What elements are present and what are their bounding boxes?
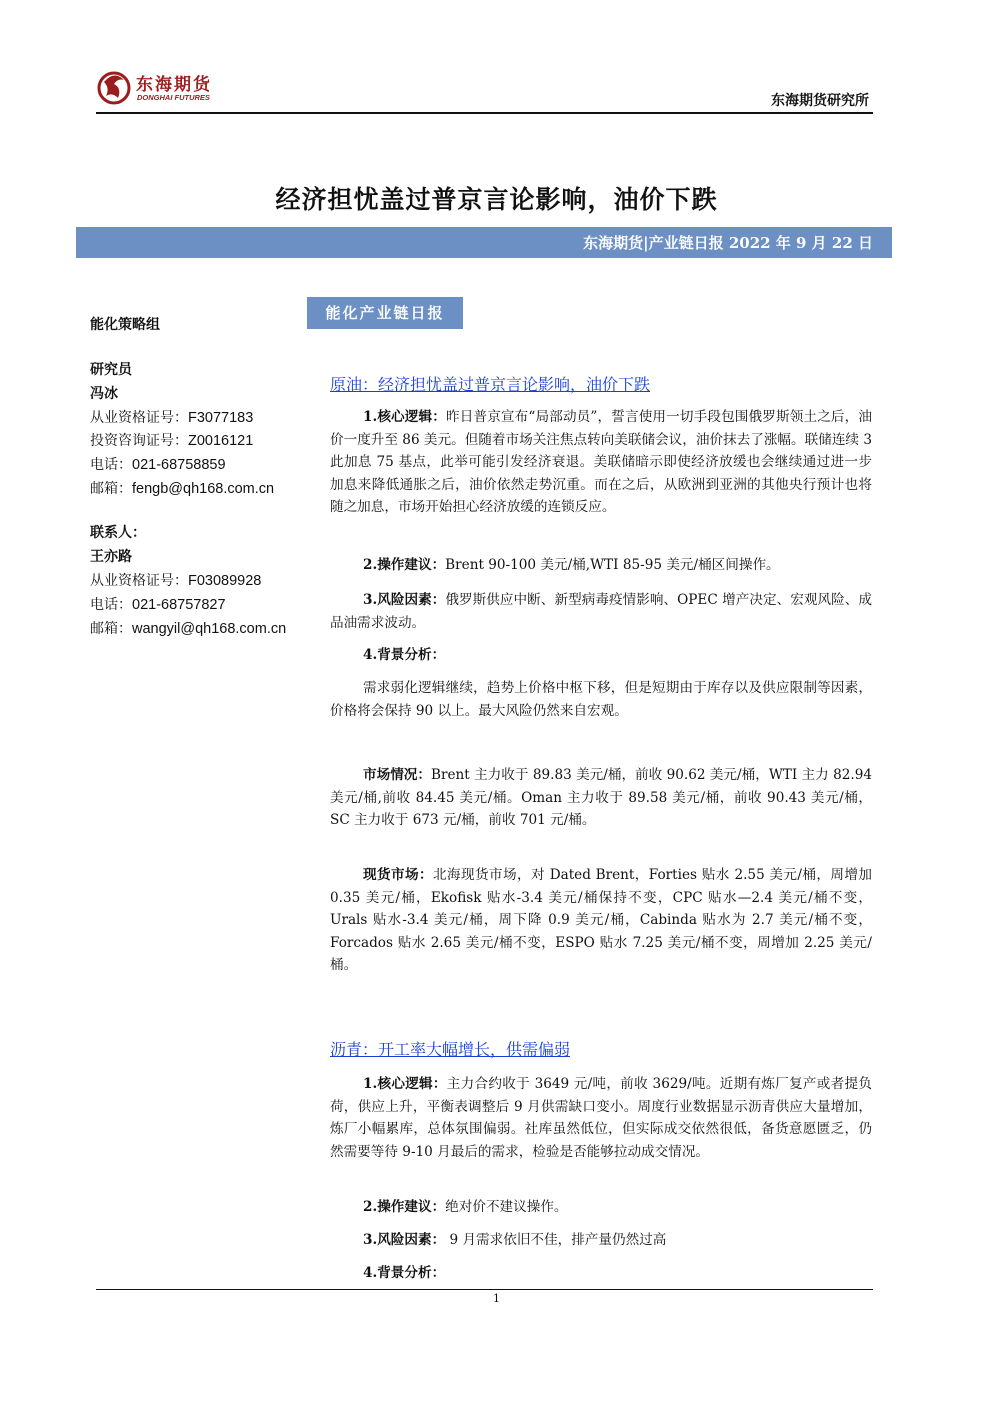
label: 现货市场： [363, 867, 433, 883]
label: 3.风险因素： [363, 592, 446, 608]
strategy-group: 能化策略组 [90, 317, 160, 333]
crude-spot-market [330, 864, 872, 977]
crude-background-text: 需求弱化逻辑继续，趋势上价格中枢下移，但是短期由于库存以及供应限制等因素，价格将会保持 90 以上。最大风险仍然来自宏观。 [330, 680, 872, 719]
label: 电话： [90, 457, 132, 473]
researcher-qualification [90, 407, 253, 427]
text: 绝对价不建议操作。 [445, 1199, 568, 1215]
crude-core-logic [330, 406, 872, 519]
contact-qualification [90, 570, 261, 590]
value[interactable]: fengb@qh168.com.cn [132, 481, 275, 497]
page-number: 1 [493, 1292, 500, 1305]
text: 北海现货市场，对 Dated Brent，Forties 贴水 2.55 美元/桶，周增加 0.35 美元/桶，Ekofisk 贴水-3.4 美元/桶保持不变，CPC 贴水—2.4 美元/桶不变，Urals 贴水-3.4 美元/桶，周下降 0.9 美元/桶，Cabinda 贴水为 2.7 美元/桶不变， Forcados 贴水 2.65 美元/桶不变，ESPO 贴水 7.25 美元/桶不变，周增加 2.25 美元/桶。 [330, 867, 873, 974]
value: 021-68758859 [132, 457, 226, 473]
crude-background-label [330, 644, 872, 667]
crude-operation-advice [330, 554, 872, 577]
researcher-name: 冯冰 [90, 386, 118, 402]
contact-phone [90, 594, 226, 614]
text: 主力合约收于 3649 元/吨，前收 3629/吨。近期有炼厂复产或者提负荷，供应上升，平衡表调整后 9 月供需缺口变小。周度行业数据显示沥青供应大量增加，炼厂小幅累库，总体氛围偏弱。社库虽然低位，但实际成交依然很低，备货意愿匮乏，仍然需要等待 9-10 月最后的需求，检验是否能够拉动成交情况。 [330, 1076, 872, 1160]
asphalt-core-logic [330, 1073, 872, 1163]
label: 电话： [90, 597, 132, 613]
text: 昨日普京宣布“局部动员”，誓言使用一切手段包围俄罗斯领土之后，油价一度升至 86 美元。但随着市场关注焦点转向美联储会议，油价抹去了涨幅。联储连续 3 此加息 75 基点，此举可能引发经济衰退。美联储暗示即使经济放缓也会继续通过进一步加息来降低通胀之后，油价依然走势沉重。而在之后，从欧洲到亚洲的其他央行预计也将随之加息，市场开始担心经济放缓的连锁反应。 [330, 409, 872, 516]
value: Z0016121 [188, 433, 254, 449]
dragon-logo-icon [96, 68, 132, 108]
text: Brent 90-100 美元/桶,WTI 85-95 美元/桶区间操作。 [445, 557, 780, 573]
company-logo [96, 66, 236, 110]
crude-risk-factors [330, 589, 872, 634]
section-tag: 能化产业链日报 [307, 297, 463, 329]
label: 2.操作建议： [363, 1199, 446, 1215]
value: 021-68757827 [132, 597, 226, 613]
contact-role: 联系人： [90, 525, 146, 541]
label: 1.核心逻辑： [363, 409, 446, 425]
asphalt-heading-link[interactable]: 沥青：开工率大幅增长，供需偏弱 [330, 1040, 571, 1059]
logo-chinese-text: 东海期货 [136, 75, 212, 95]
asphalt-risk-factors [330, 1229, 872, 1252]
report-title: 经济担忧盖过普京言论影响，油价下跌 [275, 185, 718, 214]
label: 邮箱： [90, 621, 132, 637]
label: 4.背景分析： [363, 647, 446, 663]
text: Brent 主力收于 89.83 美元/桶，前收 90.62 美元/桶，WTI 主力 82.94 美元/桶,前收 84.45 美元/桶。Oman 主力收于 89.58 美元/桶，前收 90.43 美元/桶，SC 主力收于 673 元/桶，前收 701 元/桶。 [330, 767, 872, 829]
logo-english-text: DONGHAI FUTURES [137, 93, 210, 102]
banner-text: 东海期货|产业链日报 2022 年 9 月 22 日 [583, 234, 873, 252]
researcher-consulting-id [90, 430, 253, 450]
label: 邮箱： [90, 481, 132, 497]
text: 俄罗斯供应中断、新型病毒疫情影响、OPEC 增产决定、宏观风险、成品油需求波动。 [330, 592, 872, 631]
value: F03089928 [188, 573, 262, 589]
asphalt-operation-advice [330, 1196, 872, 1219]
label: 从业资格证号： [90, 410, 188, 426]
value[interactable]: wangyil@qh168.com.cn [132, 621, 287, 637]
label: 3.风险因素： [363, 1232, 446, 1248]
researcher-role: 研究员 [90, 362, 132, 378]
asphalt-background-label [330, 1262, 872, 1285]
researcher-email [90, 478, 274, 498]
label: 从业资格证号： [90, 573, 188, 589]
crude-market-situation [330, 764, 872, 832]
value: F3077183 [188, 410, 254, 426]
label: 市场情况： [363, 767, 432, 783]
contact-email [90, 618, 286, 638]
label: 4.背景分析： [363, 1265, 446, 1281]
researcher-phone [90, 454, 226, 474]
footer-divider [96, 1289, 873, 1290]
contact-name: 王亦路 [90, 549, 132, 565]
header-divider [96, 112, 873, 114]
crude-heading-link[interactable]: 原油：经济担忧盖过普京言论影响，油价下跌 [330, 375, 651, 394]
label: 2.操作建议： [363, 557, 446, 573]
label: 1.核心逻辑： [363, 1076, 447, 1092]
institute-name: 东海期货研究所 [771, 93, 869, 109]
label: 投资咨询证号： [90, 433, 188, 449]
text: 9 月需求依旧不佳，排产量仍然过高 [445, 1232, 667, 1248]
